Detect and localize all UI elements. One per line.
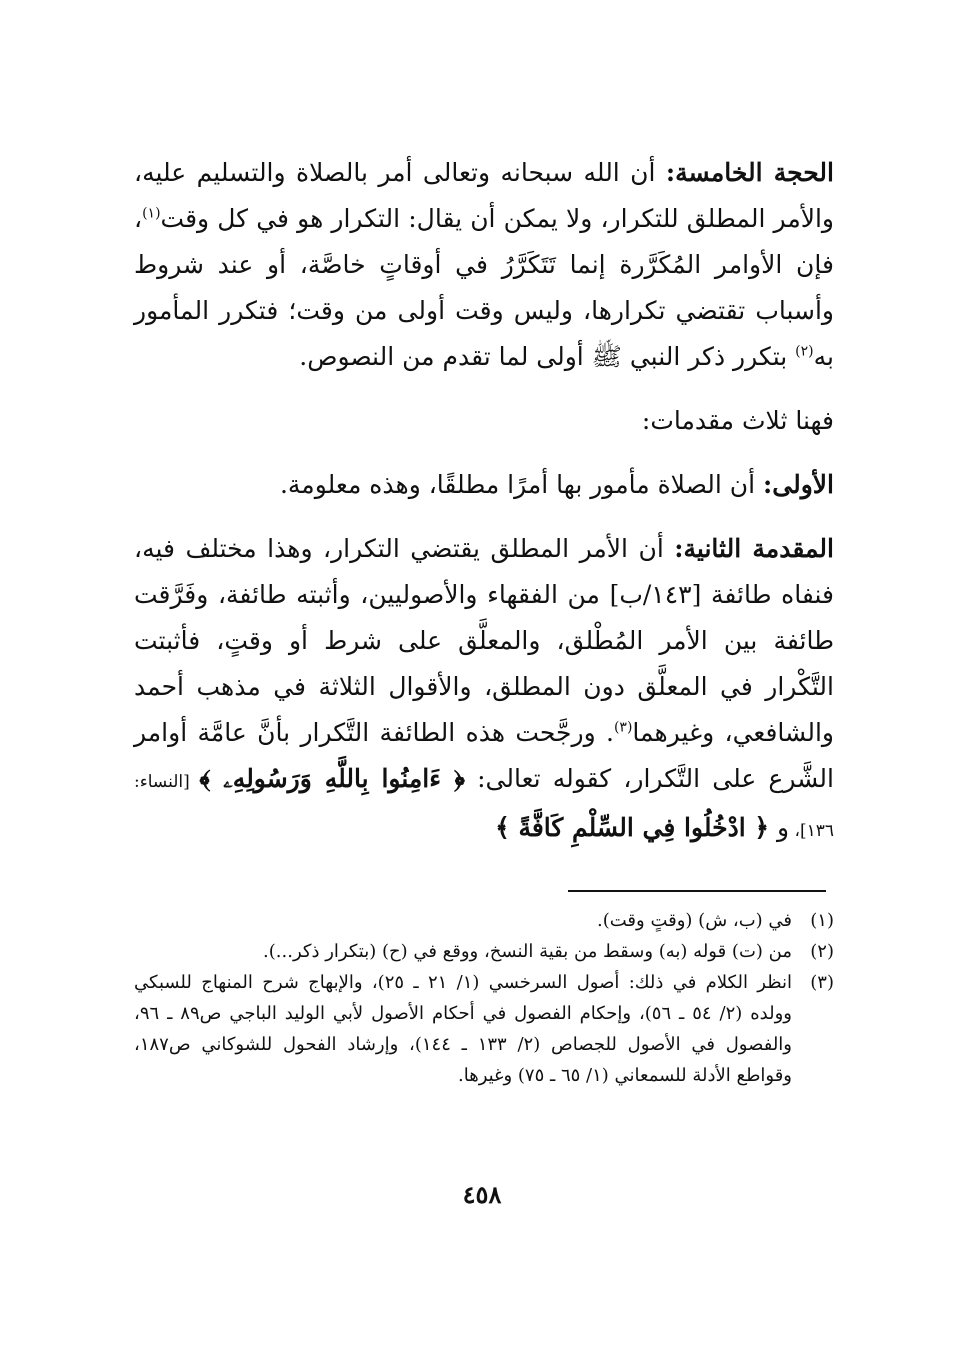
paragraph-text: بتكرر ذكر النبي ﷺ أولى لما تقدم من النصوص.: [299, 342, 796, 371]
verse-citation: [النساء: ١٣٦]،: [134, 772, 834, 841]
footnote-ref-2[interactable]: (٢): [795, 343, 814, 360]
footnote-number: (٢): [810, 941, 834, 962]
footnote-ref-1[interactable]: (١): [142, 205, 161, 222]
paragraph-first-premise: [134, 462, 834, 508]
footnote-text: في (ب، ش) (وقتٍ وقت).: [597, 910, 792, 931]
footnote-item: [134, 967, 834, 1091]
conjunction-text: و: [769, 813, 790, 842]
quran-verse-1: ﴿ ءَامِنُوا بِاللَّهِ وَرَسُولِهِۦ ﴾: [199, 764, 465, 793]
quran-verse-2: ﴿ ادْخُلُوا فِي السِّلْمِ كَافَّةً ﴾: [495, 813, 770, 842]
paragraph-three-premises: [134, 398, 834, 444]
paragraph-text: أن الصلاة مأمور بها أمرًا مطلقًا، وهذه معلومة.: [279, 470, 764, 499]
footnote-text: من (ت) قوله (به) وسقط من بقية النسخ، ووقع في (ح) (بتكرار ذكر...).: [263, 941, 792, 962]
footnotes: [134, 905, 834, 1091]
page-number: ٤٥٨: [462, 1180, 502, 1209]
paragraph-text: ، فإن الأوامر المُكَرَّرة إنما تَتَكَرَّرُ في أوقاتٍ خاصَّة، أو عند شروط وأسباب تقتضي تكرارها، وليس وقت أولى من وقت؛ فتكرر المأمور به: [134, 204, 834, 371]
paragraph-lead: المقدمة الثانية:: [674, 534, 834, 563]
footnote-divider: [568, 890, 826, 892]
paragraph-text: أن الله سبحانه وتعالى أمر بالصلاة والتسليم عليه، والأمر المطلق للتكرار، ولا يمكن أن يقال: التكرار هو في كل وقت: [134, 158, 834, 233]
footnote-item: [134, 936, 834, 967]
paragraph-lead: الحجة الخامسة:: [665, 158, 834, 187]
footnote-number: (٣): [810, 972, 834, 993]
footnote-number: (١): [810, 910, 834, 931]
paragraph-fifth-argument: [134, 150, 834, 380]
footnote-text: انظر الكلام في ذلك: أصول السرخسي (١/ ٢١ ـ ٢٥)، والإبهاج شرح المنهاج للسبكي وولده (٢/ ٥٤ ـ ٥٦)، وإحكام الفصول في أحكام الأصول لأبي الوليد الباجي ص٨٩ ـ ٩٦، والفصول في الأصول للجصاص (٢/ ١٣٣ ـ ١٤٤)، وإرشاد الفحول للشوكاني ص١٨٧، وقواطع الأدلة للسمعاني (١/ ٦٥ ـ ٧٥) وغيرها.: [134, 972, 793, 1086]
paragraph-text: أن الأمر المطلق يقتضي التكرار، وهذا مختلف فيه، فنفاه طائفة [١٤٣/ب] من الفقهاء والأصوليين، وأثبته طائفة، وفَرَّقت طائفة بين الأمر المُطْلق، والمعلَّق على شرط أو وقتٍ، فأثبتت التَّكْرار في المعلَّق دون المطلق، والأقوال الثلاثة في مذهب أحمد والشافعي، وغيرهما: [134, 534, 834, 747]
paragraph-text: فهنا ثلاث مقدمات:: [641, 406, 834, 435]
paragraph-text: . ورجَّحت هذه الطائفة التَّكرار بأنَّ عامَّة أوامر الشَّرع على التَّكرار، كقوله تعالى:: [134, 718, 834, 793]
paragraph-second-premise: [134, 526, 834, 854]
main-text: [134, 150, 834, 854]
footnote-ref-3[interactable]: (٣): [613, 719, 633, 736]
paragraph-lead: الأولى:: [763, 470, 834, 499]
footnote-item: [134, 905, 834, 936]
